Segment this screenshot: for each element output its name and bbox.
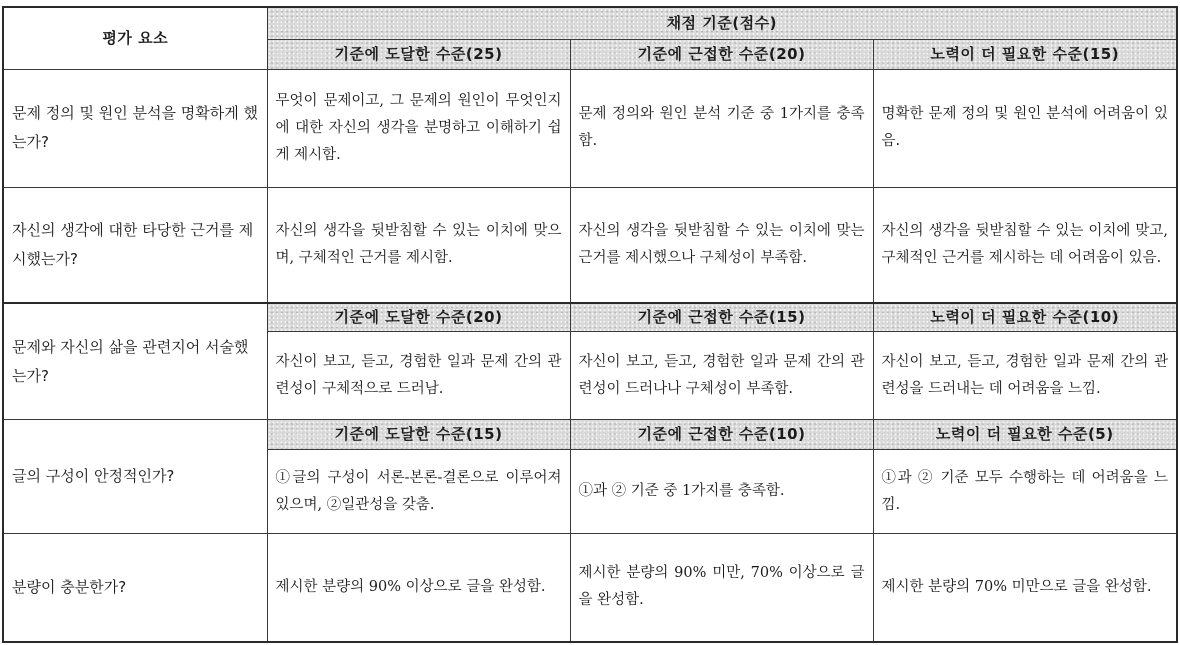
criterion-needs-effort: 제시한 분량의 70% 미만으로 글을 완성함. (873, 534, 1177, 642)
table-row (3, 420, 1177, 450)
criterion-near: 자신의 생각을 뒷받침할 수 있는 이치에 맞는 근거를 제시했으나 구체성이 부족함. (570, 187, 873, 303)
table-row (3, 303, 1177, 332)
level-label-needs-effort: 노력이 더 필요한 수준(5) (873, 420, 1177, 450)
criterion-near: 문제 정의와 원인 분석 기준 중 1가지를 충족함. (570, 69, 873, 187)
rubric-sheet (2, 6, 1176, 640)
table-row (3, 187, 1177, 303)
scoring-criteria-header: 채점 기준(점수) (267, 7, 1177, 39)
criterion-reached: ①글의 구성이 서론-본론-결론으로 이루어져 있으며, ②일관성을 갖춤. (267, 450, 570, 534)
level-label-near: 기준에 근접한 수준(15) (570, 303, 873, 332)
level-label-needs-effort: 노력이 더 필요한 수준(10) (873, 303, 1177, 332)
rubric-table (2, 6, 1178, 643)
table-row (3, 69, 1177, 187)
criterion-reached: 자신이 보고, 듣고, 경험한 일과 문제 간의 관련성이 구체적으로 드러남. (267, 332, 570, 420)
criterion-needs-effort: 자신이 보고, 듣고, 경험한 일과 문제 간의 관련성을 드러내는 데 어려움을 느낌. (873, 332, 1177, 420)
criterion-reached: 제시한 분량의 90% 이상으로 글을 완성함. (267, 534, 570, 642)
criterion-needs-effort: 명확한 문제 정의 및 원인 분석에 어려움이 있음. (873, 69, 1177, 187)
level-label-reached: 기준에 도달한 수준(15) (267, 420, 570, 450)
level-label-near: 기준에 근접한 수준(10) (570, 420, 873, 450)
criterion-needs-effort: 자신의 생각을 뒷받침할 수 있는 이치에 맞고, 구체적인 근거를 제시하는 데 어려움이 있음. (873, 187, 1177, 303)
evaluation-element: 글의 구성이 안정적인가? (3, 420, 267, 534)
evaluation-element-header: 평가 요소 (3, 7, 267, 69)
table-row (3, 534, 1177, 642)
criterion-near: ①과 ② 기준 중 1가지를 충족함. (570, 450, 873, 534)
criterion-near: 자신이 보고, 듣고, 경험한 일과 문제 간의 관련성이 드러나나 구체성이 부족함. (570, 332, 873, 420)
level-header-needs-effort: 노력이 더 필요한 수준(15) (873, 39, 1177, 69)
evaluation-element: 문제와 자신의 삶을 관련지어 서술했는가? (3, 303, 267, 420)
evaluation-element: 문제 정의 및 원인 분석을 명확하게 했는가? (3, 69, 267, 187)
criterion-needs-effort: ①과 ② 기준 모두 수행하는 데 어려움을 느낌. (873, 450, 1177, 534)
evaluation-element: 자신의 생각에 대한 타당한 근거를 제시했는가? (3, 187, 267, 303)
level-header-near: 기준에 근접한 수준(20) (570, 39, 873, 69)
criterion-near: 제시한 분량의 90% 미만, 70% 이상으로 글을 완성함. (570, 534, 873, 642)
level-label-reached: 기준에 도달한 수준(20) (267, 303, 570, 332)
level-header-reached: 기준에 도달한 수준(25) (267, 39, 570, 69)
evaluation-element: 분량이 충분한가? (3, 534, 267, 642)
criterion-reached: 무엇이 문제이고, 그 문제의 원인이 무엇인지에 대한 자신의 생각을 분명하고 이해하기 쉽게 제시함. (267, 69, 570, 187)
criterion-reached: 자신의 생각을 뒷받침할 수 있는 이치에 맞으며, 구체적인 근거를 제시함. (267, 187, 570, 303)
